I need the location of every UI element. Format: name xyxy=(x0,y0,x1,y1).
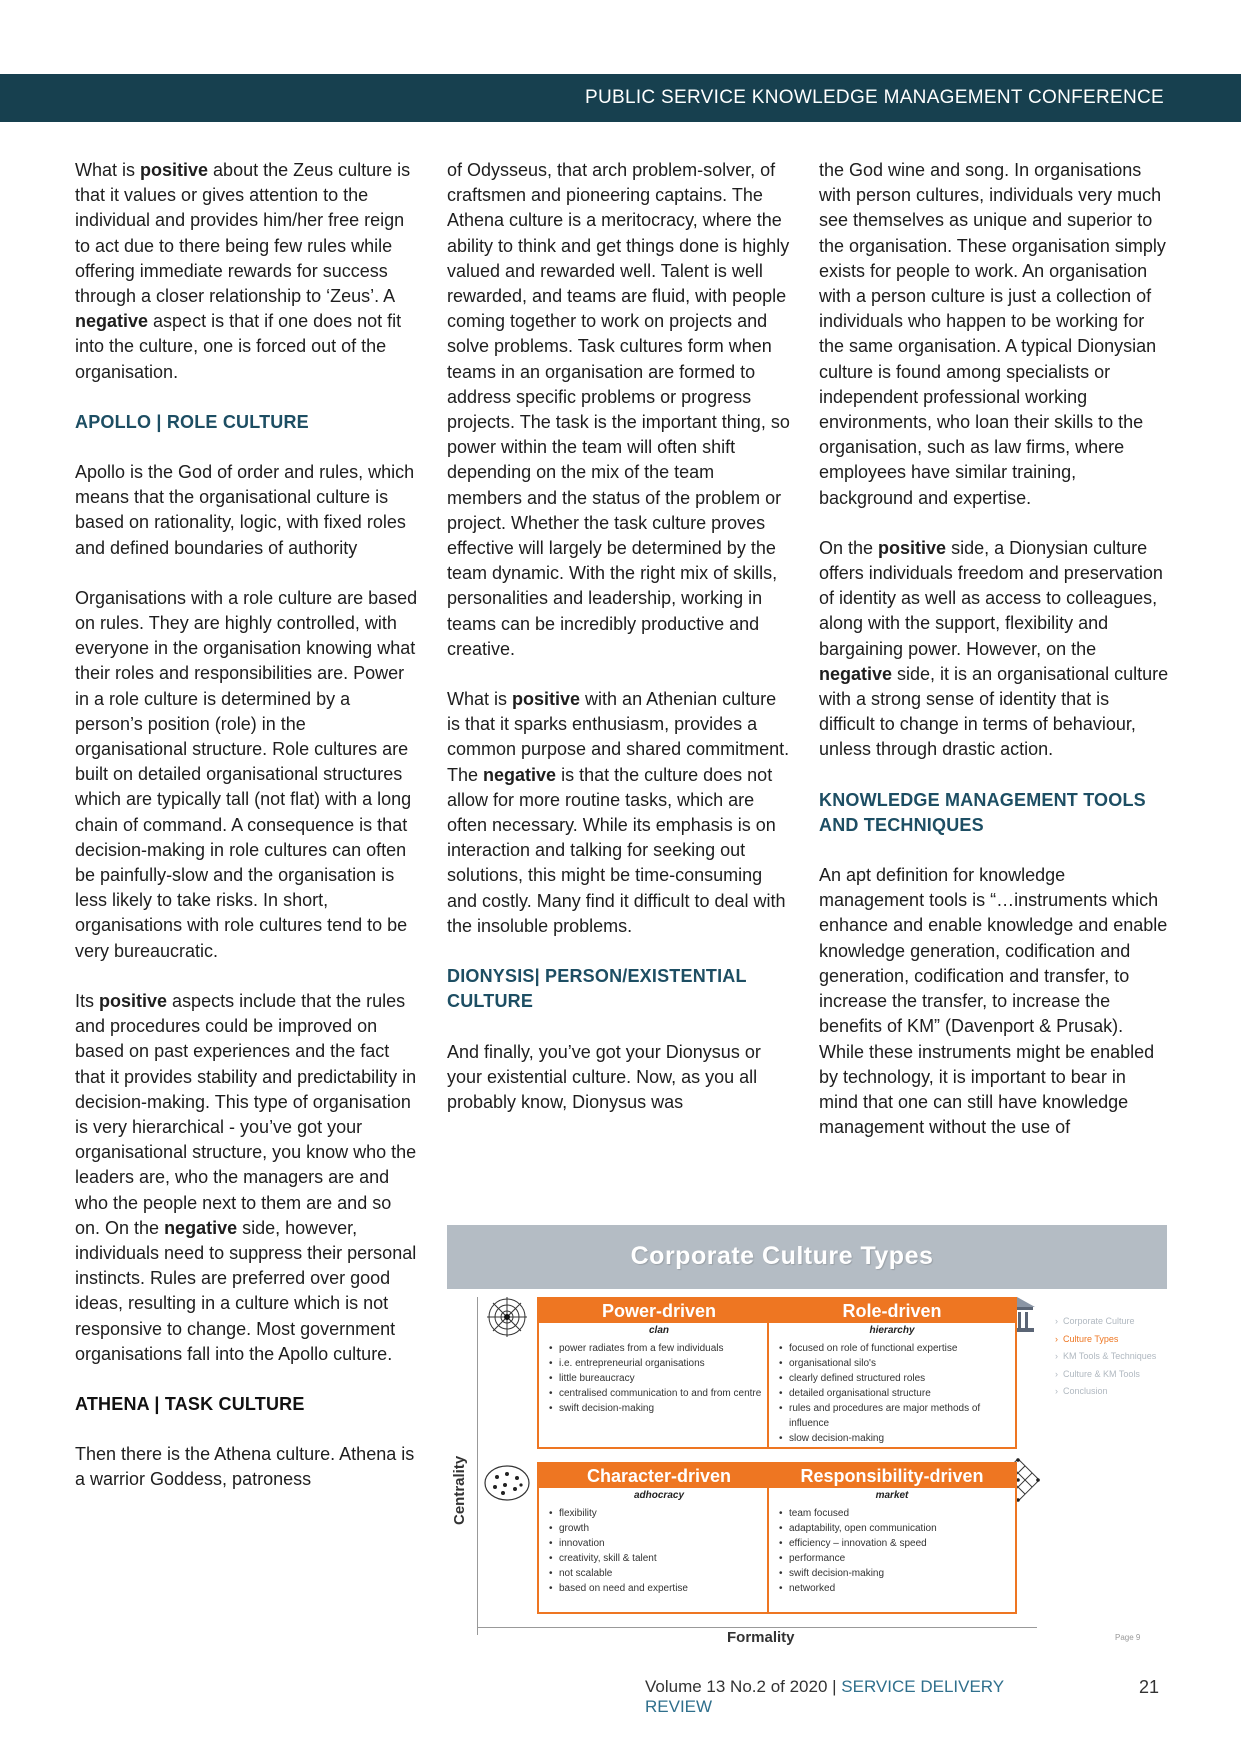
quadrant-subtitle: market xyxy=(875,1490,909,1501)
list-item: • flexibility xyxy=(549,1506,773,1521)
list-item: • slow decision-making xyxy=(779,1431,1009,1446)
list-item: • little bureaucracy xyxy=(549,1371,773,1386)
x-axis-line xyxy=(477,1627,1037,1628)
quadrant-subtitle: clan xyxy=(648,1325,669,1336)
paragraph: the God wine and song. In organisations with person cultures, individuals very much see themselves as unique and superior to the organisation. These organisation simply exists for people to work. An organisation with a person culture is just a collection of individuals who happen to be working for the same organisation. A typical Dionysian culture is found among specialists or independent professional working environments, who loan their skills to the organisation, such as law firms, where employees have similar training, background and expertise. xyxy=(819,160,1166,508)
paragraph: What is positive with an Athenian culture is that it sparks enthusiasm, provides a common purpose and shared commitment. The negative is that the culture does not allow for more routine tasks, which are often necessary. While its emphasis is on interaction and talking for seeking out solutions, this might be time-consuming and costly. Many find it difficult to deal with the insoluble problems. xyxy=(447,689,790,936)
quadrant-character-driven xyxy=(537,1462,781,1614)
column-2 xyxy=(447,158,792,1115)
section-heading-apollo: APOLLO | ROLE CULTURE xyxy=(75,411,309,432)
quadrant-title: Responsibility-driven xyxy=(769,1464,1015,1488)
quadrant-subtitle: hierarchy xyxy=(869,1325,915,1336)
page-number: 21 xyxy=(1139,1677,1160,1697)
paragraph: Its positive aspects include that the rules and procedures could be improved on based on past experiences and the fact that it provides stability and predictability in decision-making. This type of organisation is very hierarchical - you’ve got your organisational structure, you know who the leaders are, who the managers are and who the people next to them are and so on. On the negative side, however, individuals need to suppress their personal instincts. Rules are preferred over good ideas, resulting in a culture which is not responsive to change. Most government organisations fall into the Apollo culture. xyxy=(75,990,417,1364)
quadrant-list xyxy=(779,1341,1009,1446)
list-item: • efficiency – innovation & speed xyxy=(779,1536,1009,1551)
column-3 xyxy=(819,158,1169,1140)
list-item: • rules and procedures are major methods of influence xyxy=(779,1401,1009,1431)
paragraph: An apt definition for knowledge management tools is “…instruments which enhance and enable knowledge and enable knowledge generation, codification and generation, codification and transfer, to increase the transfer, to increase the benefits of KM” (Davenport & Prusak). While these instruments might be enabled by technology, it is important to bear in mind that one can still have knowledge management without the use of xyxy=(819,865,1168,1138)
slide-side-menu xyxy=(1055,1313,1156,1401)
quadrant-title: Role-driven xyxy=(769,1299,1015,1323)
section-heading-athena: ATHENA | TASK CULTURE xyxy=(75,1393,305,1414)
dot-cluster-icon xyxy=(483,1463,531,1503)
list-item: • power radiates from a few individuals xyxy=(549,1341,773,1356)
column-1 xyxy=(75,158,420,1493)
quadrant-list xyxy=(549,1506,773,1596)
quadrant-list xyxy=(549,1341,773,1416)
spider-web-icon xyxy=(485,1295,529,1339)
quadrant-role-driven xyxy=(767,1297,1017,1449)
list-item: • organisational silo's xyxy=(779,1356,1009,1371)
quadrant-list xyxy=(779,1506,1009,1596)
side-menu-item: › KM Tools & Techniques xyxy=(1055,1348,1156,1366)
side-menu-item: › Corporate Culture xyxy=(1055,1313,1156,1331)
paragraph: Organisations with a role culture are based on rules. They are highly controlled, with everyone in the organisation knowing what their roles and responsibilities are. Power in a role culture is determined by a person’s position (role) in the organisational structure. Role cultures are built on detailed organisational structures which are typically tall (not flat) with a long chain of command. A consequence is that decision-making in role cultures can often be painfully-slow and the organisation is less likely to take risks. In short, organisations with role cultures tend to be very bureaucratic. xyxy=(75,587,418,961)
slide-page-label: Page 9 xyxy=(1115,1633,1141,1642)
list-item: • swift decision-making xyxy=(549,1401,773,1416)
list-item: • detailed organisational structure xyxy=(779,1386,1009,1401)
list-item: • performance xyxy=(779,1551,1009,1566)
quadrant-responsibility-driven xyxy=(767,1462,1017,1614)
list-item: • innovation xyxy=(549,1536,773,1551)
list-item: • networked xyxy=(779,1581,1009,1596)
header-title: PUBLIC SERVICE KNOWLEDGE MANAGEMENT CONFERENCE xyxy=(585,87,1164,108)
paragraph: On the positive side, a Dionysian culture offers individuals freedom and preservation of identity as well as access to colleagues, along with the support, flexibility and bargaining power. However, on the negative side, it is an organisational culture with a strong sense of identity that is difficult to change in terms of behaviour, unless through drastic action. xyxy=(819,537,1169,760)
side-menu-item: › Conclusion xyxy=(1055,1383,1156,1401)
list-item: • creativity, skill & talent xyxy=(549,1551,773,1566)
section-heading-dionysis: DIONYSIS| PERSON/EXISTENTIAL CULTURE xyxy=(447,966,747,1012)
corporate-culture-figure xyxy=(447,1225,1167,1648)
list-item: • swift decision-making xyxy=(779,1566,1009,1581)
quadrant-title: Power-driven xyxy=(539,1299,779,1323)
paragraph: What is positive about the Zeus culture is that it values or gives attention to the individual and provides him/her free reign to act due to there being few rules while offering immediate rewards for success through a closer relationship to ‘Zeus’. A negative aspect is that if one does not fit into the culture, one is forced out of the organisation. xyxy=(75,160,411,382)
quadrant-title: Character-driven xyxy=(539,1464,779,1488)
section-heading-km-tools: KNOWLEDGE MANAGEMENT TOOLS AND TECHNIQUES xyxy=(819,789,1146,835)
side-menu-item-active: › Culture Types xyxy=(1055,1331,1156,1349)
footer-volume: Volume 13 No.2 of 2020 | SERVICE DELIVERY REVIEW xyxy=(645,1677,1004,1716)
list-item: • centralised communication to and from centre xyxy=(549,1386,773,1401)
figure-title: Corporate Culture Types xyxy=(630,1242,934,1270)
quadrant-power-driven xyxy=(537,1297,781,1449)
list-item: • adaptability, open communication xyxy=(779,1521,1009,1536)
y-axis-line xyxy=(477,1297,478,1635)
paragraph: of Odysseus, that arch problem-solver, of craftsmen and pioneering captains. The Athena culture is a meritocracy, where the ability to think and get things done is highly valued and rewarded well. Talent is well rewarded, and teams are fluid, with people coming together to work on projects and solve problems. Task cultures form when teams in an organisation are formed to address specific problems or progress projects. The task is the important thing, so power within the team will often shift depending on the mix of the team members and the status of the problem or project. Whether the task culture proves effective will largely be determined by the team dynamic. With the right mix of skills, personalities and leadership, working in teams can be incredibly productive and creative. xyxy=(447,160,790,659)
list-item: • not scalable xyxy=(549,1566,773,1581)
figure-title-bar xyxy=(447,1225,1167,1289)
paragraph: And finally, you’ve got your Dionysus or your existential culture. Now, as you all probably know, Dionysus was xyxy=(447,1041,761,1112)
quadrant-subtitle: adhocracy xyxy=(633,1490,685,1501)
footer-brand: SERVICE DELIVERY REVIEW xyxy=(645,1677,1004,1716)
paragraph: Apollo is the God of order and rules, which means that the organisational culture is based on rationality, logic, with fixed roles and defined boundaries of authority xyxy=(75,462,415,558)
list-item: • based on need and expertise xyxy=(549,1581,773,1596)
list-item: • i.e. entrepreneurial organisations xyxy=(549,1356,773,1371)
list-item: • clearly defined structured roles xyxy=(779,1371,1009,1386)
paragraph: Then there is the Athena culture. Athena is a warrior Goddess, patroness xyxy=(75,1444,415,1490)
list-item: • focused on role of functional expertise xyxy=(779,1341,1009,1356)
y-axis-label: Centrality xyxy=(451,1455,468,1525)
side-menu-item: › Culture & KM Tools xyxy=(1055,1366,1156,1384)
x-axis-label: Formality xyxy=(727,1629,795,1646)
list-item: • growth xyxy=(549,1521,773,1536)
list-item: • team focused xyxy=(779,1506,1009,1521)
header-bar xyxy=(0,74,1241,122)
